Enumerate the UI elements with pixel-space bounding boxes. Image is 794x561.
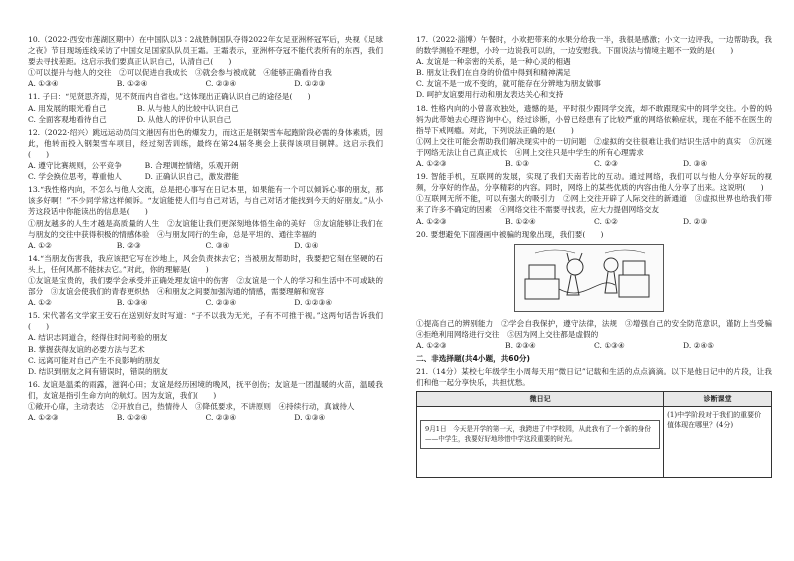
choice-d: D. ③④ (683, 159, 708, 169)
question-15 (28, 310, 383, 377)
question-17 (416, 34, 772, 101)
diagnosis-cell (664, 407, 772, 478)
diary-cell (417, 407, 664, 478)
question-stem: 14.“当朋友伤害我，我应该把它写在沙地上，风会负责抹去它；当被朋友帮助时，我要把它刻在坚硬的石头上，任何风都不能抹去它。”对此，你的理解是( ) (28, 253, 383, 274)
right-column (416, 34, 780, 480)
answer-choices (416, 340, 772, 351)
choice-c: C. ②③④ (205, 298, 237, 308)
question-stem: 12.（2022·绍兴）跳远运动员闫文港因有出色的爆发力，而这正是钢架雪车起跑阶段必需的身体素质，因此，他转而投入钢架雪车项目，经过刻苦训练，最终在第24届冬奥会上获得该项目铜牌。这启示我们( ) (28, 127, 383, 159)
section-heading: 二、非选择题(共4小题，共60分) (416, 354, 530, 364)
choice-d: D. ②③ (683, 216, 708, 226)
left-column (28, 34, 383, 425)
question-10 (28, 34, 383, 89)
answer-choices (416, 158, 772, 169)
question-stem: 18. 性格内向的小曾喜欢独处，遗憾的是，平时很少跟同学交流，却不敢跟现实中的同学交往。小曾的妈妈为此带她去心理咨询中心，经过诊断，小曾已经患有了比较严重的网络依赖症状，现在不能不在医生的指导下戒网瘾。对此，下列说法正确的是( ) (416, 103, 772, 135)
option-line: C. 远离可能对自己产生不良影响的朋友 (28, 355, 160, 365)
option-line: A. 友谊是一种亲密的关系，是一种心灵的相遇 (416, 57, 571, 67)
choice-b: B. ②③④ (505, 340, 536, 350)
question-stem: 15. 宋代著名文学家王安石在送别好友时写道：“子不以我为无光，子有不可推于视。”这两句话告诉我们( ) (28, 311, 383, 332)
question-21 (416, 366, 772, 478)
choice-a: A. ①②③ (416, 340, 447, 350)
choice-b: B. ①②④ (116, 413, 148, 423)
choice-c: C. ②③ (594, 159, 618, 169)
option-line: D. 结识到朋友之间有错误时，错误的朋友 (28, 366, 168, 376)
choice-c: C. ②③④ (205, 413, 237, 423)
question-stem: 17.（2022·淄博）午餐时，小欢把带来的水果分给我一半，我很是感激；小文一边评我，一边帮助我，我的数学测验不理想，小玲一边说我可以的，一边安慰我。下面说法与情境主题不一致的是( ) (416, 35, 772, 56)
option-line: A. 结识志同道合，经得住时间考验的朋友 (28, 333, 168, 343)
question-stem: 11. 子曰：“见贤思齐焉，见不贤而内自省也。”这体现出正确认识自己的途径是( ) (28, 92, 311, 102)
question-16 (28, 379, 383, 423)
choice-b: B. ①③④ (116, 298, 148, 308)
question-14 (28, 253, 383, 308)
question-19 (416, 171, 772, 226)
option-line: C. 全面客观地看待自己 D. 从他人的评价中认识自己 (28, 114, 232, 124)
choice-a: A. ①②③ (416, 159, 447, 169)
answer-choices (28, 240, 383, 251)
choice-d: D. ①②③④ (294, 298, 333, 308)
option-line: A. 遵守比赛规则，公平竞争 B. 合理调控情绪，乐观开朗 (28, 161, 239, 171)
option-line: B. 朋友让我们在自身的价值中得到和精神满足 (416, 68, 571, 78)
choice-b: B. ②③ (116, 240, 141, 250)
question-options: ①互联网无所不能，可以有强大的吸引力 ②网上交往开辟了人际交往的新通道 ③虚拟世界也给我们带来了许多不确定的因素 ④网络交往不需要寻找表，应大力提倡网络交友 (416, 194, 772, 215)
choice-a: A. ①②③ (28, 413, 59, 423)
option-line: C. 学会换位思考，尊重他人 D. 正确认识自己，激发潜能 (28, 172, 239, 182)
question-stem: 16. 友谊是温柔的雨露，滋润心田；友谊是经历困境的晚风，抚平创伤；友谊是一团温暖的火苗，温暖我们，友谊是指引生命方向的航灯。因为友谊，我们( ) (28, 379, 383, 400)
question-13 (28, 184, 383, 251)
option-line: C. 友谊不是一成不变的，就可能存在分辨地为朋友做事 (416, 79, 602, 89)
question-stem: 19. 智能手机，互联网的发展，实现了我们天南若比的互动。通过网络，我们可以与他人分享好玩的视频，分享好的作品，分享精彩的内容。同时，网络上的某些优质的内容由他人分享了出来。这说明( ) (416, 172, 772, 193)
question-20 (416, 229, 780, 351)
cartoon-illustration (514, 244, 664, 312)
answer-choices (416, 216, 772, 227)
choice-a: A. ①②③ (416, 216, 447, 226)
choice-b: B. ①②④ (505, 216, 536, 226)
diary-table (416, 391, 772, 478)
answer-choices (28, 412, 383, 423)
table-header-diary: 微日记 (417, 392, 664, 407)
choice-c: C. ③④ (205, 240, 230, 250)
diary-entry: 9月1日 今天是开学的第一天，我跨进了中学校园，从此我有了一个新的身份——中学生，我要好好地珍惜中学这段重要的时光。 (420, 420, 660, 449)
option-line: D. 呵护友谊要用行动和朋友表达关心和支持 (416, 90, 564, 100)
choice-d: D. ①④ (294, 240, 319, 250)
choice-d: D. ②④⑤ (683, 340, 715, 350)
question-options: ①友谊是宝贵的，我们要学会承受并正确处理友谊中的伤害 ②友谊是一个人的学习和生活中不可或缺的部分 ③友谊会使我们的青春更炽热 ④和朋友之间要加强沟通的情感，需要理解和宽容 (28, 275, 383, 297)
question-stem: 10.（2022·西安市莲湖区期中）在中国队以3∶2战胜韩国队夺得2022年女足亚洲杯冠军后，央视《足球之夜》节目现场连线采访了中国女足国家队队员王霜。王霜表示，亚洲杯夺冠不能代表所有的东西，我们要去寻找差距。这启示我们要真正认识自己，认清自己( ) (28, 35, 383, 67)
choice-a: A. ①② (28, 298, 52, 308)
choice-c: C. ①③④ (594, 340, 625, 350)
choice-b: B. ①③ (505, 159, 530, 169)
choice-a: A. ①② (28, 240, 52, 250)
question-options: ①朋友越多的人生才越是高质量的人生 ②友谊能让我们更深刻地体悟生命的美好 ③友谊能够让我们在与朋友的交往中获得积极的情感体验 ④与朋友同行的生命，总是平坦的、通往幸福的 (28, 218, 383, 239)
choice-c: C. ②③④ (205, 79, 237, 89)
option-line: A. 用发展的眼光看自己 B. 从与他人的比较中认识自己 (28, 103, 239, 113)
choice-a: A. ①③④ (28, 79, 59, 89)
choice-d: D. ①③④ (294, 413, 326, 423)
choice-b: B. ①②④ (116, 79, 148, 89)
question-options: ①敞开心扉，主动表达 ②开放自己，热情待人 ③降低要求，不讲原则 ④持续行动，真诚待人 (28, 402, 355, 411)
choice-c: C. ①② (594, 216, 618, 226)
question-stem: 21.（14分）某校七年级学生小周每天用“微日记”记载和生活的点点滴滴。以下是他日记中的片段，让我们和他一起分享快乐，共担忧愁。 (416, 367, 772, 388)
question-stem: 20. 要想避免下面漫画中被骗的现象出现，我们要( ) (416, 229, 604, 239)
question-options: ①网上交往可能会帮助我们解决现实中的一切问题 ②虚拟的交往很难让我们结识生活中的真实 ③沉迷于网络无法让自己真正成长 ④网上交往只是中学生的所有心理需求 (416, 136, 772, 157)
choice-d: D. ①②③ (294, 79, 326, 89)
question-18 (416, 103, 772, 170)
question-stem: 13.“我性格内向，不怎么与他人交流，总是把心事写在日记本里，如果能有一个可以倾诉心事的朋友，那该多好啊！”不少同学常这样倾诉。“友谊能使人们与自己对话，与自己对话才能找到今天的好朋友。”从小芳这段话中你能读出的信息是( ) (28, 185, 383, 217)
diagnosis-prompt: (1)中学阶段对于我们的重要价值体现在哪里？(4分) (667, 411, 762, 430)
table-header-diagnosis: 诊断课堂 (664, 392, 772, 407)
question-12 (28, 127, 383, 182)
question-11 (28, 91, 383, 124)
option-line: B. 掌握获得友谊的必要方法与艺术 (28, 344, 145, 354)
answer-choices (28, 78, 383, 89)
answer-choices (28, 297, 383, 308)
question-options: ①提高自己的辨别能力 ②学会自我保护，遵守法律，法规 ③增强自己的安全防范意识，谨防上当受骗 ④拒绝利用网络进行交往 ⑤因为网上交往都是虚假的 (416, 318, 780, 339)
question-options: ①可以提升与他人的交往 ②可以促进自我成长 ③就会参与被成就 ④能够正确看待自我 (28, 68, 332, 78)
